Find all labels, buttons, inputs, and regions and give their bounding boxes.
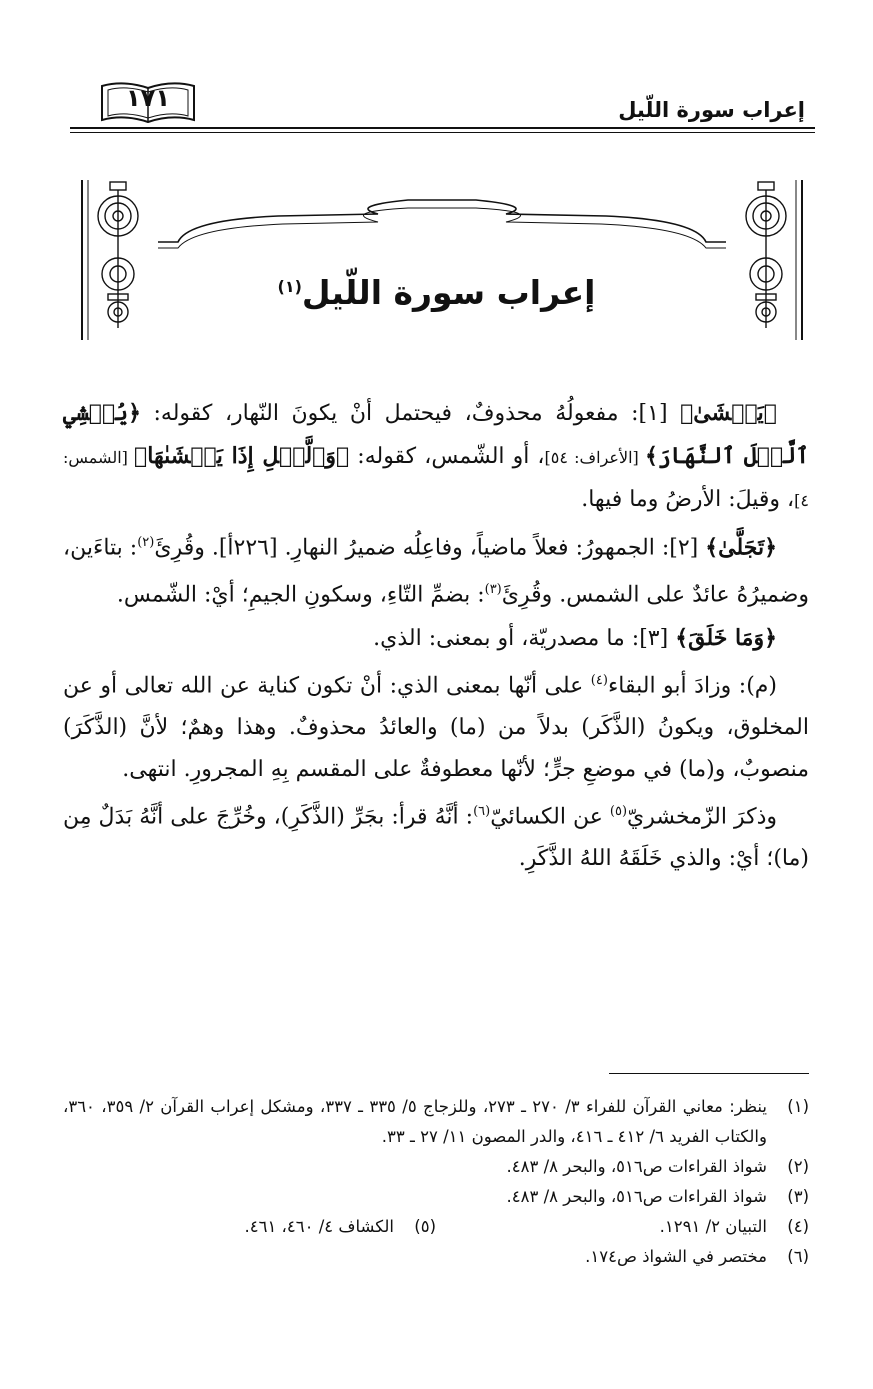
quran-word: ﴿يَغۡشَىٰ﴾ <box>680 400 778 426</box>
surah-title <box>0 273 873 312</box>
footnote-6 <box>63 1242 809 1272</box>
footnote-text: شواذ القراءات ص٥١٦، والبحر ٨/ ٤٨٣. <box>506 1157 767 1176</box>
footnote-number: (٢) <box>787 1157 809 1176</box>
footnote-text: مختصر في الشواذ ص١٧٤. <box>585 1247 767 1266</box>
text-run: : أنَّهُ قرأ: بجَرِّ (الذَّكَرِ)، وخُرِّجَ على أنَّهُ بَدَلٌ مِن (ما)؛ أيْ: والذي خَلَقَهُ اللهُ الذَّكَرِ. <box>63 804 809 872</box>
text-run: [١]: مفعولُهُ محذوفٌ، فيحتمل أنْ يكونَ النّهار، كقوله: <box>140 401 681 426</box>
header-rule-thin <box>70 132 815 133</box>
footnote-pair <box>63 1212 809 1242</box>
footnote-number: (٤) <box>787 1217 809 1236</box>
text-run: ، وقيلَ: الأرضُ وما فيها. <box>581 487 795 512</box>
paragraph-4 <box>63 660 809 791</box>
text-run: ، أو الشّمس، كقوله: <box>349 444 545 469</box>
footnote-ref: (٥) <box>609 803 628 819</box>
footnote-number: (٦) <box>787 1247 809 1266</box>
text-run: [٢]: الجمهورُ: فعلاً ماضياً، وفاعِلُه ضميرُ النهارِ. [٢٢٦أ]. وقُرِئَ <box>154 535 706 561</box>
footnote-1 <box>63 1092 809 1152</box>
paragraph-1 <box>63 392 809 522</box>
text-run: : بتاءَين، وضميرُهُ عائدٌ على الشمس. وقُرِئَ <box>63 535 809 608</box>
main-text <box>63 392 809 880</box>
text-run: [٣]: ما مصدريّة، أو بمعنى: الذي. <box>373 625 676 651</box>
footnote-ref: (٤) <box>590 672 608 688</box>
footnote-number: (١) <box>787 1097 809 1116</box>
text-run: وذكرَ الزّمخشريّ <box>627 804 777 830</box>
footnote-3 <box>63 1182 809 1212</box>
footnote-ref: (١) <box>277 277 302 296</box>
running-title: إعراب سورة اللّيل <box>618 98 805 122</box>
footnote-number: (٥) <box>414 1217 436 1236</box>
surah-title-text: إعراب سورة اللّيل <box>301 273 596 312</box>
quran-quote: ﴿وَٱلَّيۡلِ إِذَا يَغۡشَىٰهَا﴾ <box>134 443 350 469</box>
ornamental-title-frame <box>78 180 806 340</box>
paragraph-2 <box>63 522 809 617</box>
footnote-number: (٣) <box>787 1187 809 1206</box>
footnote-text: شواذ القراءات ص٥١٦، والبحر ٨/ ٤٨٣. <box>506 1187 767 1206</box>
footnote-ref: (٢) <box>137 535 155 550</box>
quran-word: ﴿تَجَلَّىٰ﴾ <box>705 534 777 561</box>
verse-ref: [الشمس: ٤] <box>63 448 809 510</box>
page-number: ١٧١ <box>126 84 170 112</box>
text-run: (م): وزادَ أبو البقاء <box>607 672 777 698</box>
footnote-text: التبيان ٢/ ١٢٩١. <box>659 1217 767 1236</box>
text-run: على أنّها بمعنى الذي: أنْ تكون كناية عن الله تعالى أو عن المخلوق، ويكونُ (الذَّكَر) بدلاً من (ما) والعائدُ محذوفٌ. وهذا وهمٌ؛ لأنَّ (الذَّكَرَ) منصوبٌ، و(ما) في موضعِ جرٍّ؛ لأنّها معطوفةٌ على المقسم بِهِ المجرورِ. انتهى. <box>63 672 809 782</box>
footnote-2 <box>63 1152 809 1182</box>
text-run: عن الكسائيّ <box>490 804 610 830</box>
paragraph-3 <box>63 617 809 660</box>
footnotes <box>63 1092 809 1272</box>
footnote-text: الكشاف ٤/ ٤٦٠، ٤٦١. <box>244 1217 394 1236</box>
footnote-ref: (٣) <box>484 582 502 598</box>
footnote-5 <box>63 1212 436 1242</box>
footnote-4 <box>436 1212 809 1242</box>
paragraph-5 <box>63 791 809 880</box>
footnote-rule <box>609 1073 809 1074</box>
page-number-badge <box>100 78 196 124</box>
footnote-text: ينظر: معاني القرآن للفراء ٣/ ٢٧٠ ـ ٢٧٣، وللزجاج ٥/ ٣٣٥ ـ ٣٣٧، ومشكل إعراب القرآن ٢/ ٣٥٩، ٣٦٠، والكتاب الفريد ٦/ ٤١٢ ـ ٤١٦، والدر المصون ١١/ ٢٧ ـ ٣٣. <box>63 1097 767 1146</box>
text-run: : بضمِّ التّاءِ، وسكونِ الجيمِ؛ أيْ: الشّمس. <box>116 582 485 608</box>
quran-word: ﴿وَمَا خَلَقَ﴾ <box>675 624 777 651</box>
verse-ref: [الأعراف: ٥٤] <box>544 448 645 467</box>
footnote-ref: (٦) <box>473 803 491 819</box>
quran-quote: ﴿يُغۡشِي ٱلَّيۡلَ ٱلنَّهَارَ﴾ <box>63 400 809 469</box>
header-rule <box>70 127 815 129</box>
